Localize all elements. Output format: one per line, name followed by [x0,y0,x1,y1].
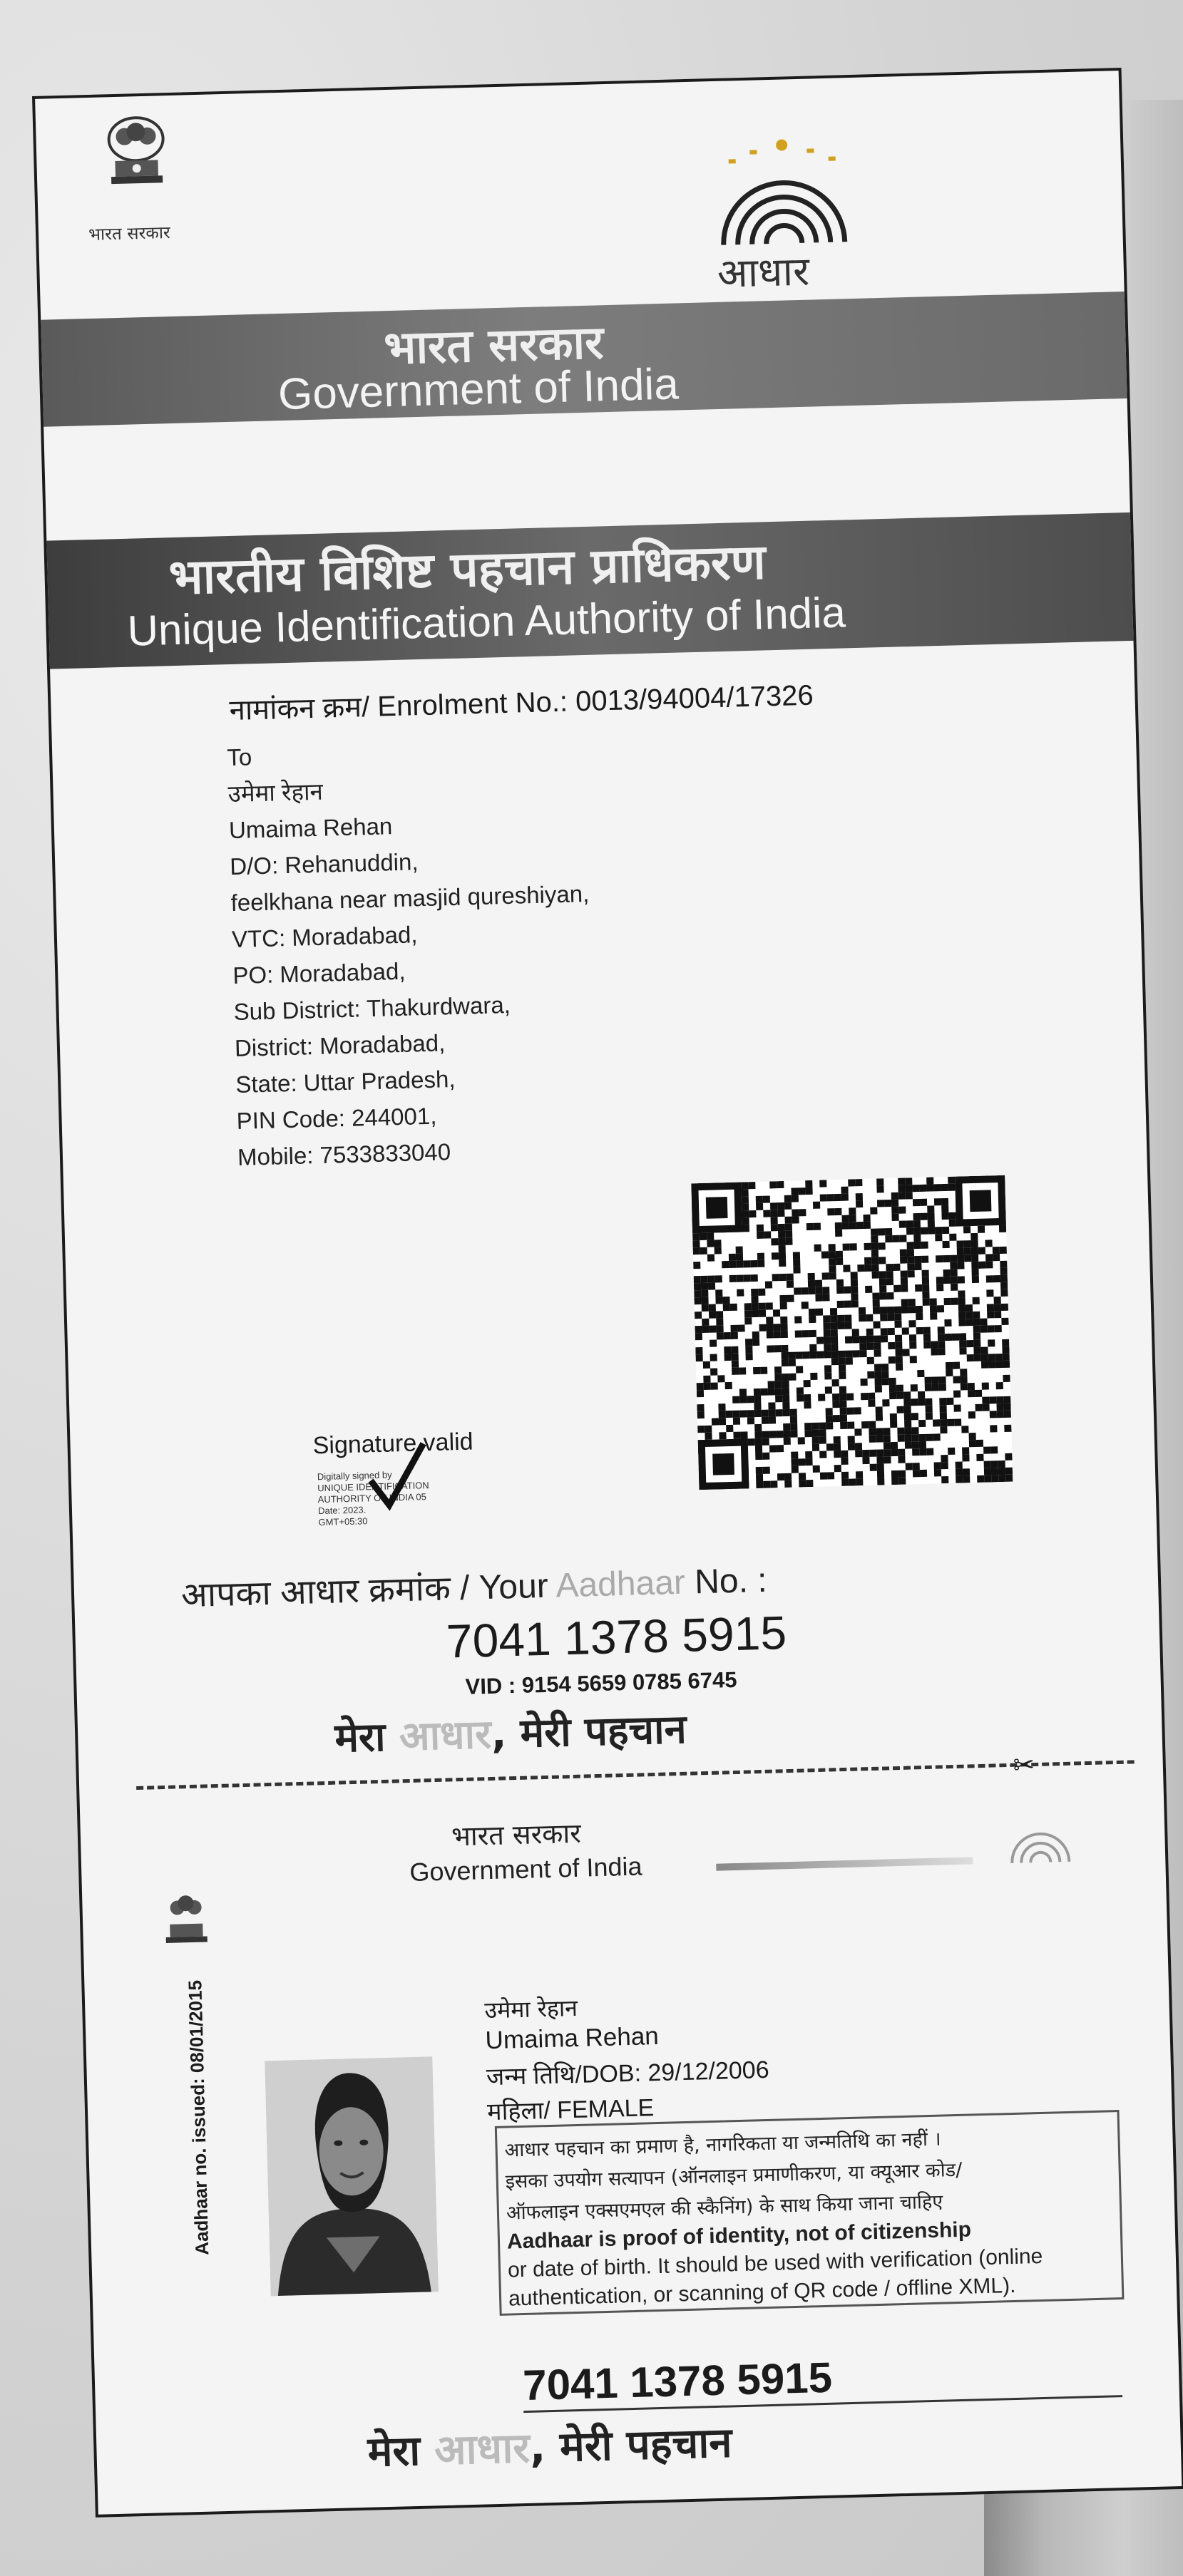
card-name-hindi: उमेमा रेहान [484,1994,578,2024]
address-line: feelkhana near masjid qureshiyan, [230,880,590,917]
enrolment-number: नामांकन क्रम/ Enrolment No.: 0013/94004/17326 [229,679,814,727]
uidai-hindi: भारतीय विशिष्ट पहचान प्राधिकरण [168,534,767,607]
issued-date: Aadhaar no. issued: 08/01/2015 [184,1979,213,2256]
aadhaar-number: 7041 1378 5915 [445,1606,787,1668]
tagline: मेरा आधार, मेरी पहचान [334,1706,687,1762]
address-line: State: Uttar Pradesh, [235,1065,456,1098]
disclaimer-english: Aadhaar is proof of identity, not of citizenship or date of birth. It should be used with verification (online authentication, or scanning of QR code / offline XML). [506,2217,1043,2311]
card-name-english: Umaima Rehan [485,2021,660,2055]
disclaimer-box [495,2110,1125,2316]
card-gender: महिला/ FEMALE [486,2094,655,2126]
photo [265,2056,439,2296]
address-line: PO: Moradabad, [232,957,406,989]
address-line: Mobile: 7533833040 [237,1138,451,1170]
government-hindi: भारत सरकार [383,316,605,376]
card-emblem-icon [153,1884,220,1967]
qr-code [691,1175,1013,1490]
uidai-english: Unique Identification Authority of India [126,588,846,655]
vid-number: VID : 9154 5659 0785 6745 [465,1666,737,1699]
uidai-banner [46,512,1133,669]
address-line: Umaima Rehan [228,813,393,844]
government-english: Government of India [277,359,680,420]
cut-line [136,1760,1135,1790]
checkmark-icon [362,1436,429,1516]
card-government-english: Government of India [409,1851,643,1887]
card-aadhaar-number: 7041 1378 5915 [522,2353,833,2410]
signature-details: Digitally signed by UNIQUE IDENTIFICATION AUTHORITY OF INDIA 05 Date: 2023. GMT+05:30 [317,1469,429,1528]
aadhaar-letter [32,68,1183,2518]
government-banner [41,292,1127,427]
signature-label: Signature valid [312,1428,474,1460]
card-tagline: मेरा आधार, मेरी पहचान [367,2418,733,2476]
card-dob: जन्म तिथि/DOB: 29/12/2006 [486,2056,770,2091]
address-line: To [226,743,252,771]
address-line: District: Moradabad, [234,1029,446,1062]
address-line: उमेमा रेहान [227,778,324,808]
scissors-icon: ✂ [1013,1750,1035,1780]
address-line: PIN Code: 244001, [236,1102,437,1134]
disclaimer-hindi: आधार पहचान का प्रमाण है, नागरिकता या जन्मतिथि का नहीं । इसका उपयोग सत्यापन (ऑनलाइन प्रमाणीकरण, या क्यूआर कोड/ ऑफलाइन एक्सएमएल की स्कैनिंग) के साथ किया जाना चाहिए [504,2128,963,2225]
your-aadhaar-label: आपका आधार क्रमांक / Your Aadhaar No. : [180,1561,768,1615]
emblem-caption: भारत सरकार [88,222,171,244]
national-emblem-icon [93,110,180,205]
address-line: Sub District: Thakurdwara, [233,991,511,1026]
address-block [227,730,596,1175]
card-aadhaar-logo-icon [1000,1811,1081,1885]
aadhaar-logo-text: आधार [717,248,810,297]
address-line: D/O: Rehanuddin, [229,848,419,880]
card-government-hindi: भारत सरकार [451,1817,582,1853]
address-line: VTC: Moradabad, [231,921,418,953]
